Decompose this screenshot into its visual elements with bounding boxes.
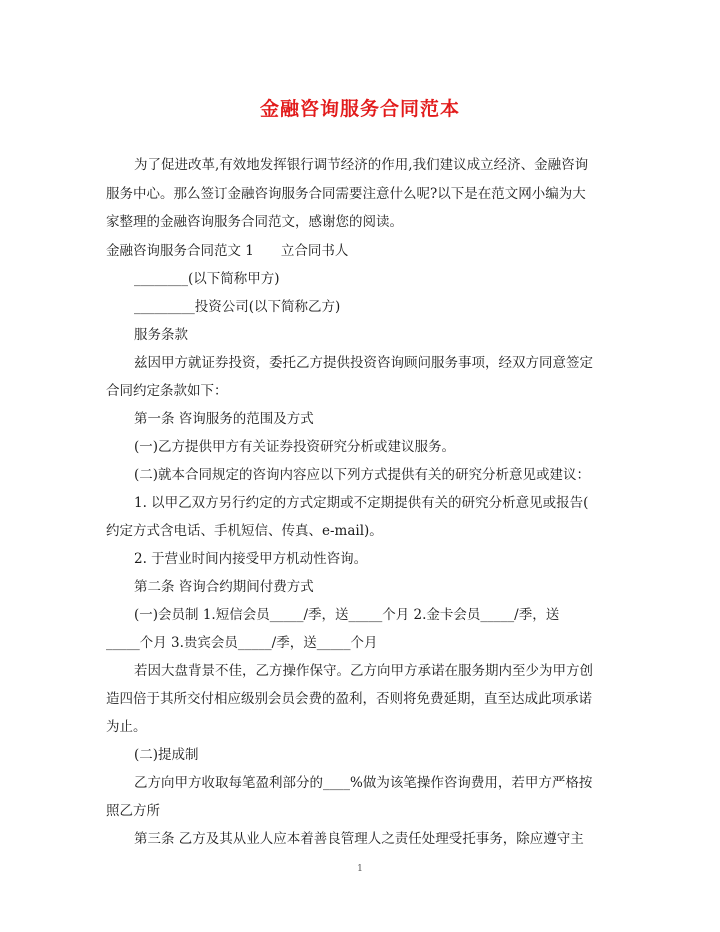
body-line: 2. 于营业时间内接受甲方机动性咨询。 (134, 551, 368, 567)
article-heading: 第二条 咨询合约期间付费方式 (134, 579, 314, 595)
page-number: 1 (357, 864, 363, 874)
body-line: (一)乙方提供甲方有关证券投资研究分析或建议服务。 (134, 439, 456, 455)
body-line: 照乙方所 (106, 803, 160, 819)
body-line: 造四倍于其所交付相应级别会员会费的盈利，否则将免费延期，直至达成此项承诺 (106, 691, 592, 707)
body-line: 合同约定条款如下： (106, 383, 228, 399)
body-line: 若因大盘背景不佳，乙方操作保守。乙方向甲方承诺在服务期内至少为甲方创 (134, 663, 593, 679)
body-line: 服务中心。那么签订金融咨询服务合同需要注意什么呢?以下是在范文网小编为大 (106, 186, 586, 202)
body-line: 为止。 (106, 719, 147, 735)
section-heading: (二)提成制 (134, 747, 199, 763)
article-heading: 第一条 咨询服务的范围及方式 (134, 411, 314, 427)
article-heading: 第三条 乙方及其从业人应本着善良管理人之责任处理受托事务，除应遵守主 (134, 831, 584, 847)
body-line: 为了促进改革,有效地发挥银行调节经济的作用,我们建议成立经济、金融咨询 (134, 157, 589, 173)
body-line: 兹因甲方就证券投资，委托乙方提供投资咨询顾问服务事项，经双方同意签定 (134, 355, 593, 371)
body-line: ________(以下简称甲方) (134, 271, 280, 287)
body-line: 家整理的金融咨询服务合同范文，感谢您的阅读。 (106, 214, 403, 230)
body-line: 1. 以甲乙双方另行约定的方式定期或不定期提供有关的研究分析意见或报告( (134, 495, 589, 511)
body-line: (二)就本合同规定的咨询内容应以下列方式提供有关的研究分析意见或建议： (134, 467, 591, 483)
section-heading: 服务条款 (134, 327, 188, 343)
body-line: 乙方向甲方收取每笔盈利部分的____%做为该笔操作咨询费用，若甲方严格按 (134, 775, 593, 791)
body-line: 金融咨询服务合同范文 1 立合同书人 (106, 243, 349, 259)
body-line: 约定方式含电话、手机短信、传真、e-mail)。 (106, 523, 383, 539)
body-line: _________投资公司(以下简称乙方) (134, 299, 341, 315)
body-line: (一)会员制 1.短信会员_____/季，送_____个月 2.金卡会员_____/季，送 (134, 607, 560, 623)
body-line: _____个月 3.贵宾会员_____/季，送_____个月 (106, 635, 378, 651)
document-title: 金融咨询服务合同范本 (259, 98, 460, 120)
